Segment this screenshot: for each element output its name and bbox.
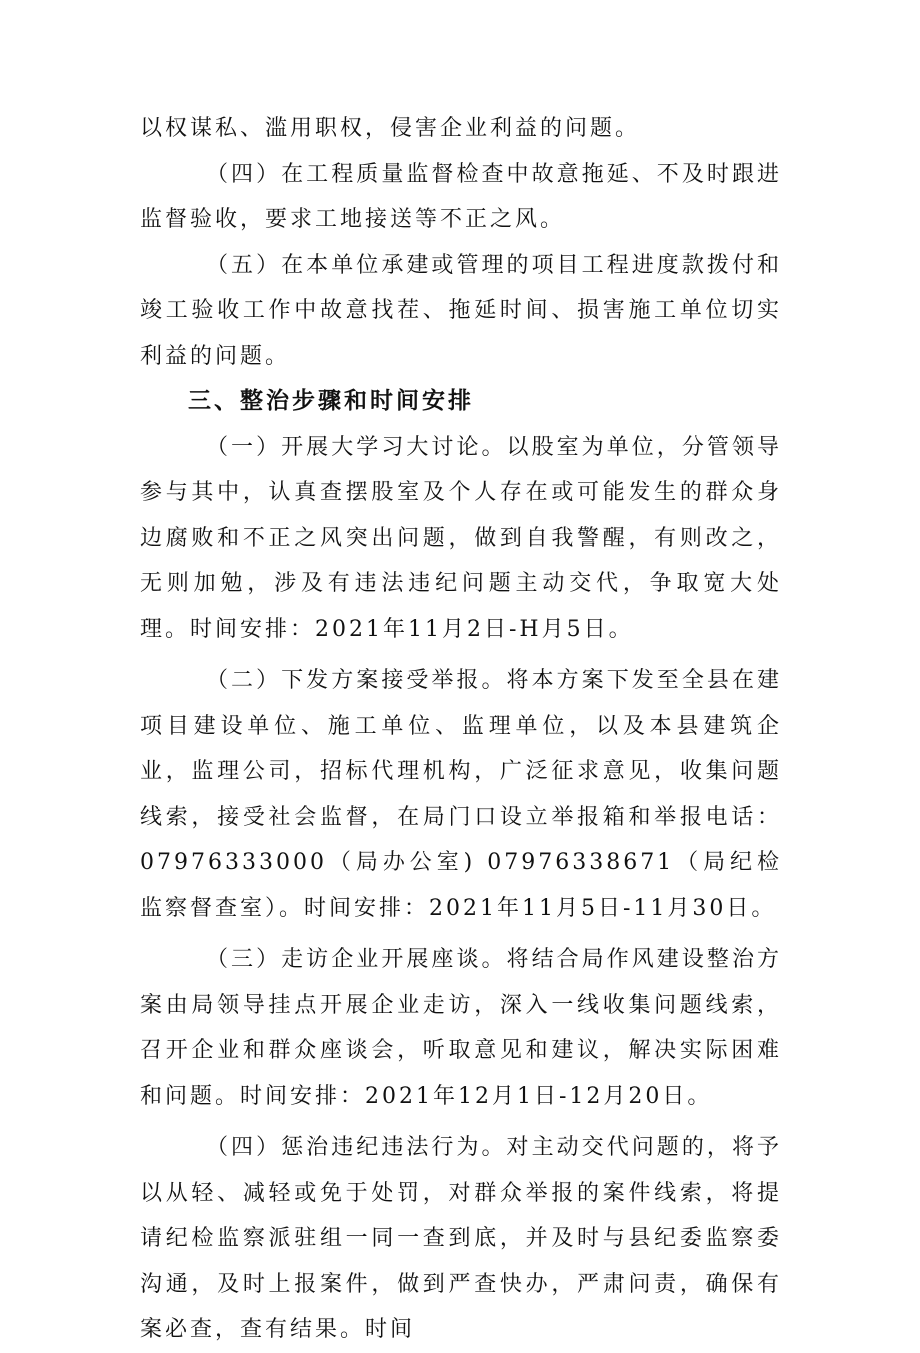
paragraph-continuation: 以权谋私、滥用职权，侵害企业利益的问题。: [140, 116, 641, 141]
section-heading: 三、整治步骤和时间安排: [188, 388, 474, 414]
paragraph-item-5: （五）在本单位承建或管理的项目工程进度款拨付和竣工验收工作中故意找茬、拖延时间、损害施工单位切实利益的问题。: [140, 252, 782, 369]
step-1-paragraph: （一）开展大学习大讨论。以股室为单位，分管领导参与其中，认真查摆股室及个人存在或可能发生的群众身边腐败和不正之风突出问题，做到自我警醒，有则改之，无则加勉，涉及有违法违纪问题主动交代，争取宽大处理。时间安排：2021年11月2日-H月5日。: [140, 434, 782, 642]
paragraph-item-4: （四）在工程质量监督检查中故意拖延、不及时跟进监督验收，要求工地接送等不正之风。: [140, 161, 782, 232]
document-body: [140, 106, 782, 1353]
step-3-paragraph: （三）走访企业开展座谈。将结合局作风建设整治方案由局领导挂点开展企业走访，深入一线收集问题线索，召开企业和群众座谈会，听取意见和建议，解决实际困难和问题。时间安排：2021年12月1日-12月20日。: [140, 947, 782, 1109]
step-4-paragraph: （四）惩治违纪违法行为。对主动交代问题的，将予以从轻、减轻或免于处罚，对群众举报的案件线索，将提请纪检监察派驻组一同一查到底，并及时与县纪委监察委沟通，及时上报案件，做到严查快办，严肃问责，确保有案必查，查有结果。时间: [140, 1135, 782, 1342]
step-2-paragraph: （二）下发方案接受举报。将本方案下发至全县在建项目建设单位、施工单位、监理单位，以及本县建筑企业，监理公司，招标代理机构，广泛征求意见，收集问题线索，接受社会监督，在局门口设立举报箱和举报电话：07976333000（局办公室) 07976338671（局纪检监察督查室）。时间安排：2021年11月5日-11月30日。: [140, 668, 782, 921]
